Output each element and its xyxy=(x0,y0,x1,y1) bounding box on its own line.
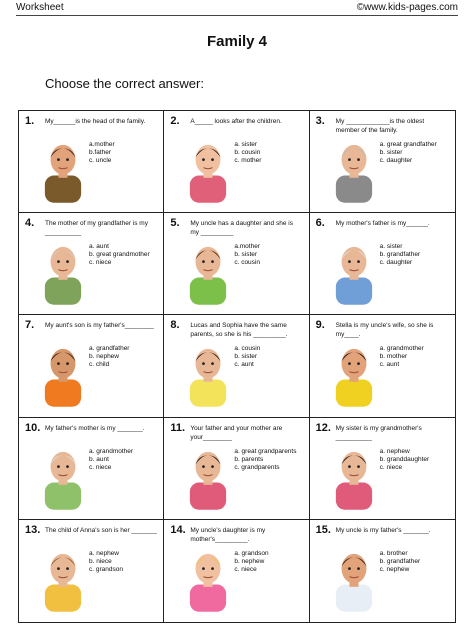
answer-option[interactable]: a. cousin xyxy=(234,345,261,353)
question-text: Stella is my uncle's wife, so she is my____. xyxy=(335,322,434,339)
question-number: 11. xyxy=(170,421,186,434)
question-card xyxy=(164,315,309,417)
man-standing-icon xyxy=(320,546,388,614)
question-number: 10. xyxy=(25,421,41,434)
question-number: 5. xyxy=(170,217,180,230)
answer-options xyxy=(234,243,260,267)
man-face-icon xyxy=(29,137,97,205)
worksheet-label: Worksheet xyxy=(16,2,64,13)
answer-option[interactable]: a. great grandparents xyxy=(234,447,297,455)
answer-option[interactable]: c. daughter xyxy=(379,259,413,267)
mother-children-icon xyxy=(174,137,242,205)
boy-face-icon xyxy=(29,546,97,614)
answer-option[interactable]: a.mother xyxy=(234,243,260,251)
answer-options xyxy=(234,448,296,472)
answer-options xyxy=(89,550,123,574)
answer-options xyxy=(234,345,260,369)
answer-options xyxy=(89,448,133,472)
answer-option[interactable]: a. nephew xyxy=(89,549,119,557)
answer-option[interactable]: c. niece xyxy=(89,463,112,471)
answer-option[interactable]: a.mother xyxy=(89,141,115,148)
answer-option[interactable]: b. aunt xyxy=(89,455,109,463)
question-number: 6. xyxy=(315,217,325,230)
old-woman-cane-icon xyxy=(29,239,97,307)
site-credit: ©www.kids-pages.com xyxy=(356,2,458,13)
question-card xyxy=(310,520,455,622)
answer-options xyxy=(89,243,150,267)
grandmother-face-icon xyxy=(29,444,97,512)
answer-option[interactable]: b. nephew xyxy=(89,353,119,361)
question-text: Lucas and Sophia have the same parents, so she is his _________. xyxy=(190,322,288,339)
girl-face-icon xyxy=(320,444,388,512)
question-card xyxy=(19,418,164,520)
answer-options xyxy=(380,550,420,574)
answer-option[interactable]: b. sister xyxy=(234,353,258,361)
question-number: 12. xyxy=(315,421,331,434)
question-card xyxy=(164,520,309,622)
answer-option[interactable]: b. sister xyxy=(379,149,403,156)
grandfather-face-icon xyxy=(320,239,388,307)
answer-option[interactable]: b. parents xyxy=(234,455,264,463)
instruction-text: Choose the correct answer: xyxy=(45,76,204,91)
question-text: My uncle has a daughter and she is my _________ xyxy=(190,220,293,237)
question-text: My sister is my grandmother's __________ xyxy=(335,424,422,441)
answer-option[interactable]: b. grandfather xyxy=(379,557,421,565)
answer-option[interactable]: b. grandfather xyxy=(379,251,421,259)
answer-option[interactable]: c. uncle xyxy=(89,157,112,164)
question-card xyxy=(19,315,164,417)
girl-cap-icon xyxy=(174,239,242,307)
blonde-girl-icon xyxy=(174,546,242,614)
answer-option[interactable]: b. niece xyxy=(89,557,112,565)
answer-options xyxy=(380,243,420,267)
old-man-cane-icon xyxy=(320,137,388,205)
answer-option[interactable]: c. aunt xyxy=(379,361,400,369)
question-card xyxy=(164,418,309,520)
answer-option[interactable]: b. mother xyxy=(379,353,408,361)
girl-dress-icon xyxy=(174,341,242,409)
question-number: 1. xyxy=(25,115,35,127)
answer-option[interactable]: c. child xyxy=(89,361,110,369)
answer-option[interactable]: c. nephew xyxy=(379,565,410,573)
question-card xyxy=(19,213,164,315)
question-text: My______is the head of the family. xyxy=(45,118,146,125)
question-card xyxy=(164,213,309,315)
answer-option[interactable]: b.father xyxy=(89,149,112,156)
question-card xyxy=(310,418,455,520)
question-text: My uncle is my father's _______. xyxy=(335,526,431,534)
question-number: 13. xyxy=(25,523,41,536)
answer-option[interactable]: a. sister xyxy=(379,243,403,251)
answer-options xyxy=(234,141,261,165)
woman-face-icon xyxy=(320,341,388,409)
answer-options xyxy=(89,141,115,165)
question-text: My ____________is the oldest member of the family. xyxy=(335,118,425,134)
question-number: 2. xyxy=(170,115,180,127)
answer-option[interactable]: c. cousin xyxy=(234,259,260,267)
question-text: My father's mother is my _______. xyxy=(45,424,145,432)
answer-options xyxy=(380,141,437,165)
answer-option[interactable]: b. granddaughter xyxy=(379,455,430,463)
answer-option[interactable]: a. grandfather xyxy=(89,345,130,353)
answer-options xyxy=(234,550,268,574)
page-title: Family 4 xyxy=(206,33,268,50)
question-grid xyxy=(18,110,456,623)
answer-option[interactable]: a. grandmother xyxy=(379,345,424,353)
answer-options xyxy=(380,448,430,472)
question-text: The child of Anna's son is her _______ xyxy=(45,526,157,534)
question-text: My uncle's daughter is my mother's_________. xyxy=(190,526,266,543)
answer-option[interactable]: c. daughter xyxy=(379,157,413,164)
answer-option[interactable]: a. sister xyxy=(234,141,258,148)
answer-option[interactable]: c. niece xyxy=(379,463,403,471)
question-text: A_____ looks after the children. xyxy=(190,118,282,125)
boy-icon xyxy=(29,341,97,409)
question-text: The mother of my grandfather is my __________ xyxy=(45,220,148,237)
question-number: 14. xyxy=(170,523,186,536)
question-number: 8. xyxy=(170,319,180,332)
answer-option[interactable]: b. sister xyxy=(234,251,258,259)
answer-option[interactable]: a. aunt xyxy=(89,243,109,251)
answer-option[interactable]: a. nephew xyxy=(379,447,410,455)
question-text: My aunt's son is my father's________ xyxy=(45,322,154,330)
question-number: 4. xyxy=(25,217,35,230)
answer-option[interactable]: c. niece xyxy=(234,565,257,573)
question-card xyxy=(310,111,455,213)
answer-option[interactable]: a. brother xyxy=(379,549,408,557)
question-card xyxy=(310,315,455,417)
question-card xyxy=(19,520,164,622)
answer-option[interactable]: b. great grandmother xyxy=(89,251,150,259)
answer-option[interactable]: c. mother xyxy=(234,157,262,164)
answer-option[interactable]: b. nephew xyxy=(234,557,265,565)
question-number: 7. xyxy=(25,319,35,332)
question-text: Your father and your mother are your________ xyxy=(190,424,283,441)
answer-option[interactable]: c. niece xyxy=(89,259,112,267)
answer-option[interactable]: b. cousin xyxy=(234,149,261,156)
question-number: 15. xyxy=(315,523,331,536)
answer-option[interactable]: a. grandson xyxy=(234,549,269,557)
parents-icon xyxy=(174,444,242,512)
answer-option[interactable]: a. great grandfather xyxy=(379,141,437,148)
header-divider xyxy=(16,15,458,16)
question-card xyxy=(19,111,164,213)
answer-option[interactable]: a. grandmother xyxy=(89,447,134,455)
answer-option[interactable]: c. aunt xyxy=(234,361,254,369)
question-card xyxy=(164,111,309,213)
answer-option[interactable]: c. grandson xyxy=(89,565,123,573)
question-number: 9. xyxy=(315,319,325,332)
answer-options xyxy=(380,345,424,369)
question-card xyxy=(310,213,455,315)
answer-options xyxy=(89,345,129,369)
question-number: 3. xyxy=(315,115,325,127)
question-text: My mother's father is my______. xyxy=(335,220,430,228)
answer-option[interactable]: c. grandparents xyxy=(234,463,280,471)
